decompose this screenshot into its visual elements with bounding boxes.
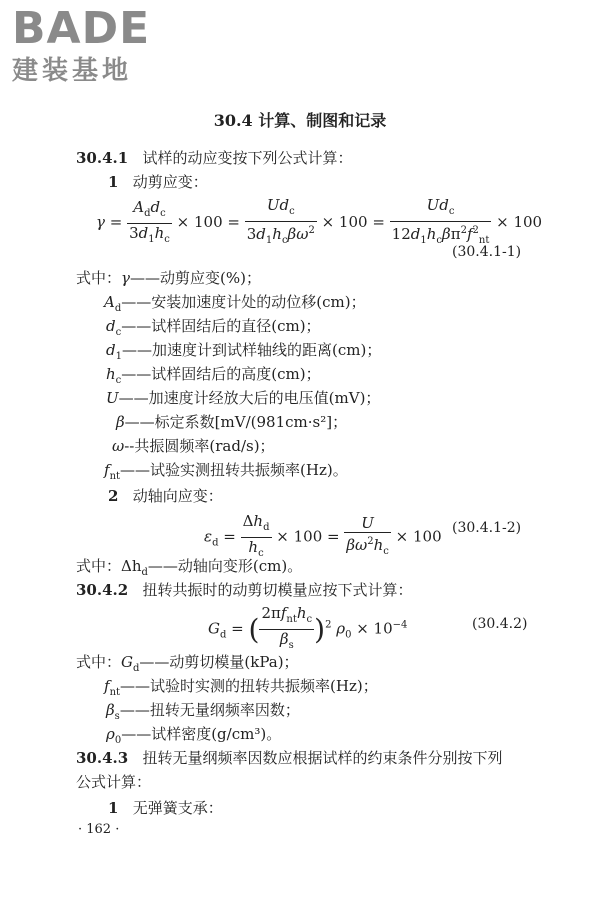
equation-axial-strain: $\varepsilon_d$ = $\frac{\Delta h_d}{h_c}$ × 100 = $\frac{U}{\beta\omega^2h_c}$ × 100 xyxy=(204,512,442,559)
symbol-definition: U——加速度计经放大后的电压值(mV)； xyxy=(106,389,381,407)
symbol-definition: $A_d——$安装加速度计处的动位移(cm)； xyxy=(104,293,366,314)
symbol-definition: $\beta_s——$扭转无量纲频率因数； xyxy=(106,701,300,722)
clause-text: 扭转无量纲频率因数应根据试样的约束条件分别按下列 xyxy=(142,749,503,767)
clause-text: 试样的动应变按下列公式计算： xyxy=(142,149,353,167)
clause-number: 30.4.1 xyxy=(76,149,129,167)
clause-text: 扭转共振时的动剪切模量应按下式计算： xyxy=(142,581,413,599)
clause-number: 30.4.3 xyxy=(76,749,129,767)
logo-wordmark: BADE xyxy=(12,3,151,54)
item-number: 1 xyxy=(108,173,119,191)
clause-text-continued: 公式计算： xyxy=(76,773,152,791)
section-title: 30.4 计算、制图和记录 xyxy=(213,111,387,130)
equation-shear-modulus: $G_d$ = ( $\frac{2\pi f_{nt}h_c}{\beta_s}$ )$^2$ $\rho_0 \times 10^{-4}$ xyxy=(208,604,408,651)
item-dynamic-axial-strain xyxy=(108,486,223,506)
symbol-definition: 式中：$G_d——$动剪切模量(kPa)； xyxy=(76,653,299,674)
item-text: 动剪应变： xyxy=(132,173,208,191)
item-number: 1 xyxy=(108,799,119,817)
symbol-definition: 式中：γ——动剪应变(%)； xyxy=(76,269,261,287)
symbol-definition: β——标定系数[mV/(981cm·s²]； xyxy=(116,413,348,431)
clause-number: 30.4.2 xyxy=(76,581,129,599)
equation-shear-strain: γ = $\frac{A_dd_c}{3d_1h_c}$ × 100 = $\frac{Ud_c}{3d_1h_c\beta\omega^2}$ × 100 = $\frac{Ud_c}{12d_1h_c\beta\pi^2f^2_{nt}}$ × 100 xyxy=(96,196,543,246)
equation-number: (30.4.1-2) xyxy=(452,520,522,536)
page-number: · 162 · xyxy=(78,822,120,837)
symbol-definition: $\rho_0——$试样密度(g/cm³)。 xyxy=(106,725,282,746)
item-dynamic-shear-strain xyxy=(108,172,208,192)
logo-subtitle: 建装基地 xyxy=(12,56,133,86)
symbol-definition: $f_{nt}——$试验时实测的扭转共振频率(Hz)； xyxy=(104,677,378,698)
clause-30-4-1 xyxy=(76,148,353,168)
symbol-definition: 式中：$\Delta h_d——$动轴向变形(cm)。 xyxy=(76,557,303,578)
item-text: 无弹簧支承： xyxy=(132,799,223,817)
symbol-definition: $d_1——$加速度计到试样轴线的距离(cm)； xyxy=(106,341,382,362)
equation-number: (30.4.2) xyxy=(472,616,528,632)
symbol-definition: ω--共振圆频率(rad/s)； xyxy=(112,437,275,455)
symbol-definition: $f_{nt}——$试验实测扭转共振频率(Hz)。 xyxy=(104,461,348,482)
symbol-definition: $h_c——$试样固结后的高度(cm)； xyxy=(106,365,321,386)
item-text: 动轴向应变： xyxy=(132,487,223,505)
clause-30-4-3 xyxy=(76,748,503,768)
item-number: 2 xyxy=(108,487,119,505)
item-no-spring-support xyxy=(108,798,223,818)
clause-30-4-2 xyxy=(76,580,413,600)
equation-number: (30.4.1-1) xyxy=(452,244,522,260)
symbol-definition: $d_c——$试样固结后的直径(cm)； xyxy=(106,317,321,338)
